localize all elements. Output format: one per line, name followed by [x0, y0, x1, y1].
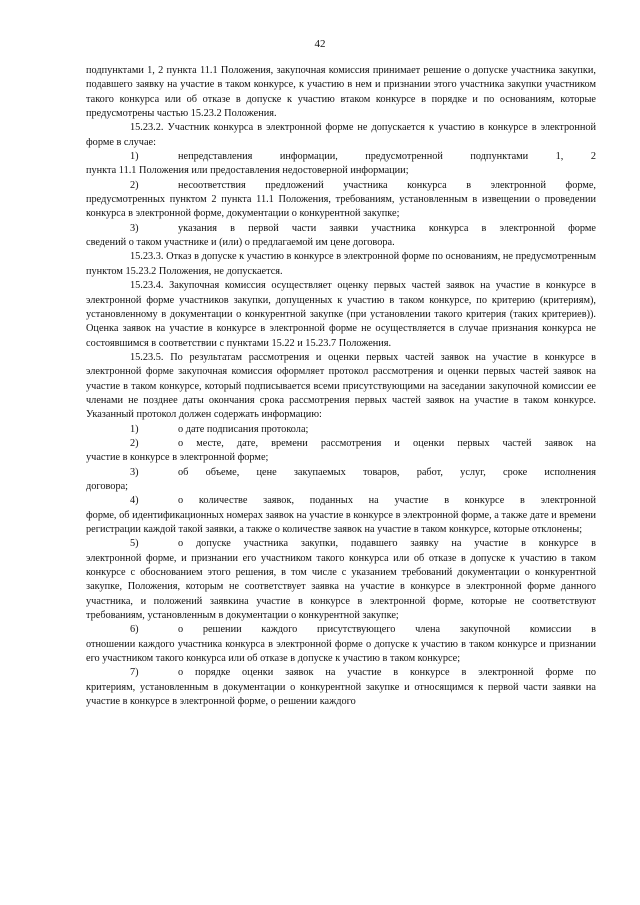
list-item-number: 1): [130, 151, 139, 163]
list-item-text: несоответствия предложений участника конкурса в электронной форме,: [178, 179, 596, 191]
list-item: [86, 437, 596, 451]
paragraph: 15.23.3. Отказ в допуске к участию в конкурсе в электронной форме по основаниям, не предусмотренным пунктом 15.23.2 Положения, не допускается.: [86, 251, 596, 277]
list-item-continuation: отношении каждого участника конкурса в электронной форме о допуске к участию в таком конкурсе и признании его участником такого конкурса или об отказе в допуске к участию в таком конкурсе;: [86, 638, 596, 665]
list-item: [86, 222, 596, 236]
list-item-text: о допуске участника закупки, подавшего заявку на участие в конкурсе в: [178, 538, 596, 550]
list-item-continuation: договора;: [86, 480, 129, 492]
list-item-number: 2): [130, 437, 139, 449]
list-item-text: о количестве заявок, поданных на участие в конкурсе в электронной: [178, 495, 596, 507]
list-item: [86, 150, 596, 164]
paragraph: 15.23.5. По результатам рассмотрения и оценки первых частей заявок на участие в конкурсе в электронной форме закупочная комиссия оформляет протокол рассмотрения и оценки первых частей заявок на участие в таком конкурсе, который подписывается всеми присутствующими на заседании закупочной комиссии ее членами не позднее даты окончания срока рассмотрения первых частей заявок на участие в таком конкурсе. Указанный протокол должен содержать информацию:: [86, 351, 596, 421]
list-item-number: 3): [130, 222, 139, 234]
list-item-continuation: критериям, установленным в документации о конкурентной закупке и относящимся к первой части заявки на участие в конкурсе в электронной форме, о решении каждого: [86, 681, 596, 708]
list-item-text: непредставления информации, предусмотренной подпунктами 1, 2: [178, 151, 596, 163]
list-item: [86, 666, 596, 680]
paragraph: 15.23.2. Участник конкурса в электронной форме не допускается к участию в конкурсе в электронной форме в случае:: [86, 122, 596, 148]
list-item: [86, 423, 596, 437]
list-item-number: 2): [130, 179, 139, 191]
list-item-number: 3): [130, 466, 139, 478]
list-item: [86, 466, 596, 480]
list-item-text: о решении каждого присутствующего члена закупочной комиссии в: [178, 624, 596, 636]
list-item: [86, 494, 596, 508]
list-item-text: о дате подписания протокола;: [178, 423, 309, 435]
document-body: [86, 64, 596, 709]
page-number: 42: [314, 38, 326, 50]
list-item-number: 4): [130, 495, 139, 507]
list-item: [86, 179, 596, 193]
paragraph: подпунктами 1, 2 пункта 11.1 Положения, закупочная комиссия принимает решение о допуске участника закупки, подавшего заявку на участие в таком конкурсе, к участию в нем и признании этого участника закупки участником такого конкурса или об отказе в допуске к участию втаком конкурсе в порядке и по основаниям, которые предусмотрены частью 15.23.2 Положения.: [86, 65, 596, 120]
paragraph: 15.23.4. Закупочная комиссия осуществляет оценку первых частей заявок на участие в конкурсе в электронной форме участников закупки, допущенных к участию в таком конкурсе, по критерию (критериям), установленному в документации о конкурентной закупке (при установлении такого критерия (таких критериев)). Оценка заявок на участие в конкурсе в электронной форме не осуществляется в случае признания конкурса не состоявшимся в соответствии с пунктами 15.22 и 15.23.7 Положения.: [86, 280, 596, 349]
list-item: [86, 537, 596, 551]
list-item-continuation: форме, об идентификационных номерах заявок на участие в конкурсе в электронной форме, а также дате и времени регистрации каждой такой заявки, а также о количестве заявок на участие в таком конкурсе, которые отклонены;: [86, 509, 596, 535]
list-item: [86, 623, 596, 637]
list-item-text: о порядке оценки заявок на участие в конкурсе в электронной форме по: [178, 667, 596, 679]
list-item-text: указания в первой части заявки участника конкурса в электронной форме: [178, 222, 596, 234]
list-item-continuation: электронной форме, и признании его участником такого конкурса или об отказе в допуске к участию в таком конкурсе с обоснованием этого решения, в том числе с указанием требований документации о конкурентной закупке, Положения, которым не соответствует заявка на участие в конкурсе в электронной форме данного участника, и положений заявкина участие в конкурсе в электронной форме, которые не соответствуют требованиям, установленным в документации о конкурентной закупке;: [86, 552, 596, 622]
list-item-text: о месте, дате, времени рассмотрения и оценки первых частей заявок на: [178, 437, 596, 449]
list-item-continuation: сведений о таком участнике и (или) о предлагаемой им цене договора.: [86, 237, 395, 249]
list-item-continuation: участие в конкурсе в электронной форме;: [86, 452, 269, 464]
list-item-continuation: предусмотренных пунктом 2 пункта 11.1 Положения, требованиям, установленным в извещении о проведении конкурса в электронной форме, документации о конкурентной закупке;: [86, 194, 596, 220]
list-item-text: об объеме, цене закупаемых товаров, работ, услуг, сроке исполнения: [178, 466, 596, 478]
list-item-number: 6): [130, 624, 139, 636]
list-item-continuation: пункта 11.1 Положения или предоставления недостоверной информации;: [86, 165, 409, 177]
list-item-number: 1): [130, 423, 139, 435]
list-item-number: 7): [130, 667, 139, 679]
list-item-number: 5): [130, 538, 139, 550]
